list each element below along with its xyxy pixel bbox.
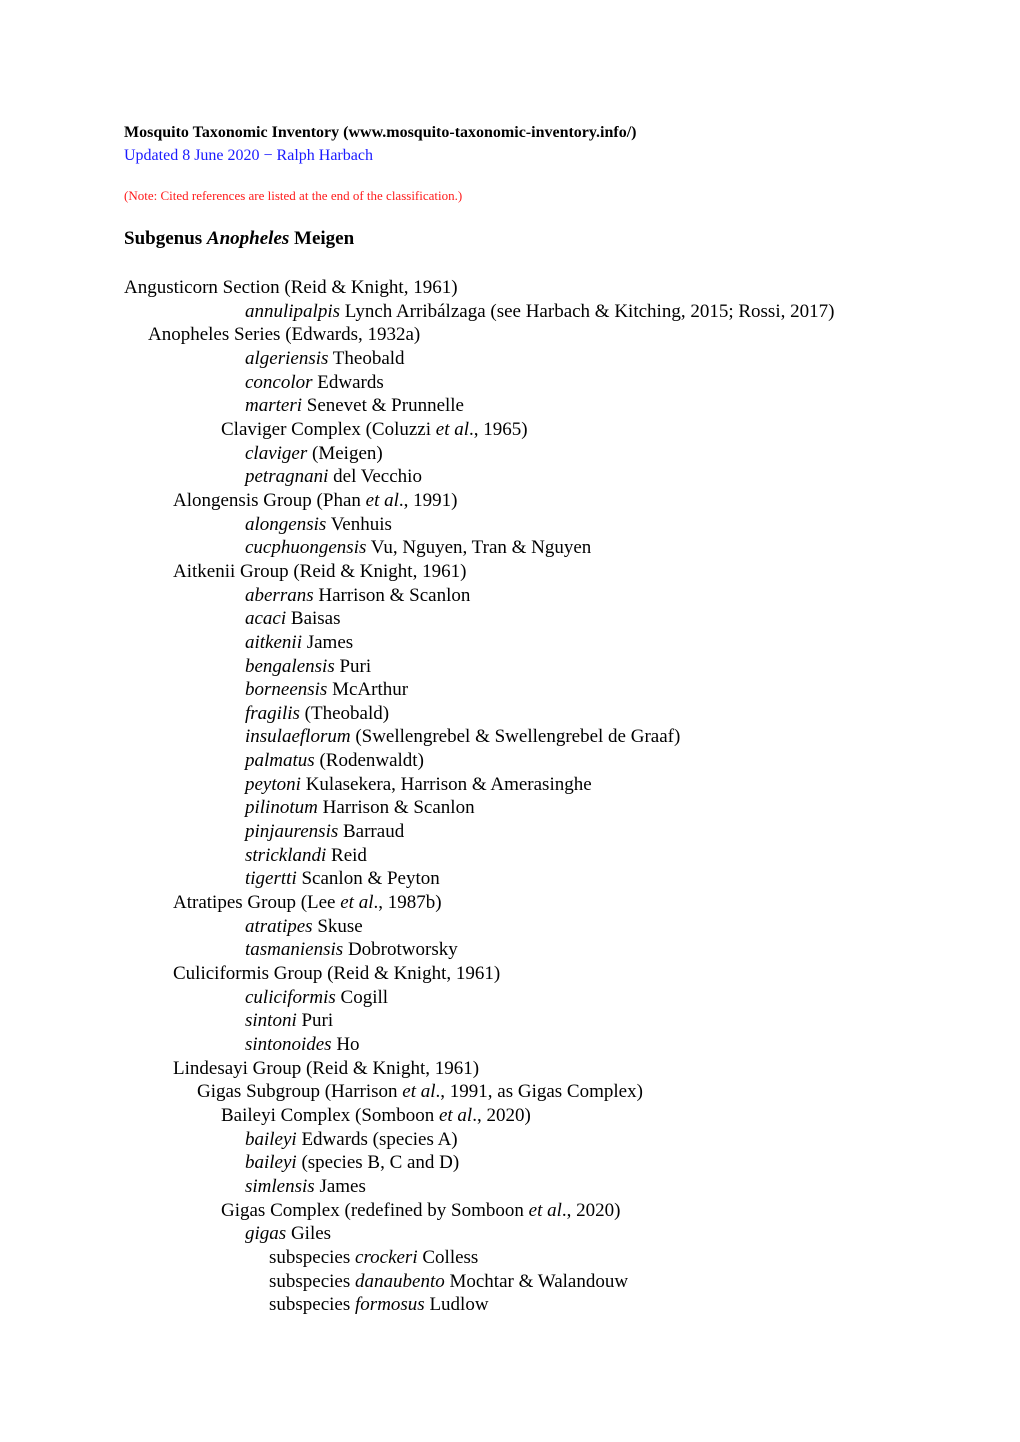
classification-line: [0, 1222, 1020, 1246]
classification-line: [0, 584, 1020, 608]
classification-line: [0, 442, 1020, 466]
classification-line: [0, 678, 1020, 702]
taxon-name-italic: concolor: [245, 371, 313, 393]
classification-line: [0, 1080, 1020, 1104]
classification-line: [0, 560, 1020, 584]
taxon-name-italic: pinjaurensis: [245, 821, 339, 843]
classification-line: [0, 749, 1020, 773]
classification-line: [0, 725, 1020, 749]
taxon-text: Dobrotworsky: [343, 939, 458, 961]
taxon-name-italic: baileyi: [245, 1152, 297, 1174]
taxon-text: James: [314, 1175, 366, 1197]
taxon-text: ., 1991): [398, 489, 458, 511]
classification-line: [0, 844, 1020, 868]
taxon-name-italic: baileyi: [245, 1128, 297, 1150]
classification-line: [0, 702, 1020, 726]
classification-line: [0, 631, 1020, 655]
taxon-text: Puri: [334, 655, 372, 677]
taxon-name-italic: alongensis: [245, 513, 327, 535]
taxon-name-italic: et al: [402, 1081, 436, 1103]
taxon-name-italic: annulipalpis: [245, 300, 341, 322]
classification-line: [0, 1151, 1020, 1175]
taxon-text: Angusticorn Section (Reid & Knight, 1961): [124, 277, 458, 298]
classification-line: [0, 1104, 1020, 1128]
taxon-text: Baileyi Complex (Somboon: [221, 1104, 439, 1126]
taxon-text: Barraud: [338, 821, 405, 843]
classification-line: [0, 394, 1020, 418]
taxon-text: Harrison & Scanlon: [313, 584, 471, 606]
taxon-text: (Meigen): [307, 442, 383, 464]
taxon-name-italic: algeriensis: [245, 347, 329, 369]
taxon-text: Gigas Subgroup (Harrison: [197, 1081, 403, 1103]
taxon-text: Anopheles Series (Edwards, 1932a): [148, 324, 421, 346]
taxon-text: ., 2020): [561, 1199, 621, 1221]
classification-line: [0, 773, 1020, 797]
taxon-text: Vu, Nguyen, Tran & Nguyen: [366, 537, 592, 559]
classification-list: [0, 276, 1020, 1317]
taxon-name-italic: crockeri: [355, 1246, 418, 1268]
taxon-text: Cogill: [335, 986, 389, 1008]
taxon-text: ., 1987b): [373, 892, 442, 914]
taxon-text: Theobald: [328, 347, 405, 369]
taxon-name-italic: atratipes: [245, 915, 313, 937]
taxon-name-italic: et al: [340, 892, 374, 914]
taxon-name-italic: formosus: [355, 1294, 425, 1316]
taxon-text: Scanlon & Peyton: [296, 868, 440, 890]
subgenus-name: Anopheles: [206, 228, 290, 249]
taxon-text: Mochtar & Walandouw: [444, 1270, 629, 1292]
taxon-text: (Swellengrebel & Swellengrebel de Graaf): [350, 726, 681, 748]
classification-line: [0, 1199, 1020, 1223]
taxon-name-italic: peytoni: [245, 773, 301, 795]
taxon-name-italic: et al: [435, 418, 470, 440]
classification-line: [0, 513, 1020, 537]
classification-line: [0, 796, 1020, 820]
taxon-text: Baisas: [286, 608, 341, 630]
classification-line: [0, 938, 1020, 962]
taxon-name-italic: gigas: [245, 1223, 287, 1245]
taxon-text: McArthur: [327, 679, 409, 701]
taxon-name-italic: et al: [365, 489, 399, 511]
taxon-text: James: [301, 631, 354, 653]
classification-line: [0, 891, 1020, 915]
references-note: (Note: Cited references are listed at the end of the classification.): [124, 188, 463, 203]
taxon-name-italic: bengalensis: [245, 655, 335, 677]
taxon-text: Aitkenii Group (Reid & Knight, 1961): [173, 560, 467, 582]
classification-line: [0, 276, 1020, 300]
classification-line: [0, 347, 1020, 371]
taxon-name-italic: sintonoides: [245, 1034, 332, 1055]
taxon-name-italic: stricklandi: [245, 844, 327, 866]
taxon-name-italic: tasmaniensis: [245, 939, 344, 961]
classification-line: [0, 1128, 1020, 1152]
classification-line: [0, 867, 1020, 891]
taxon-text: Skuse: [312, 915, 363, 937]
taxon-text: ., 1965): [469, 418, 528, 440]
taxon-name-italic: et al: [528, 1199, 562, 1221]
document-title: Mosquito Taxonomic Inventory (www.mosquito-taxonomic-inventory.info/): [124, 124, 637, 141]
taxon-text: Claviger Complex (Coluzzi: [221, 418, 436, 440]
taxon-name-italic: marteri: [245, 395, 302, 417]
taxon-text: Lynch Arribálzaga (see Harbach & Kitching, 2015; Rossi, 2017): [340, 300, 835, 322]
taxon-name-italic: cucphuongensis: [245, 537, 367, 559]
subgenus-heading: [124, 228, 354, 250]
classification-line: [0, 1270, 1020, 1294]
taxon-name-italic: fragilis: [245, 702, 300, 724]
subgenus-prefix: Subgenus: [124, 228, 207, 249]
classification-line: [0, 962, 1020, 986]
taxon-text: subspecies: [269, 1246, 356, 1268]
taxon-text: (Theobald): [299, 702, 390, 724]
classification-line: [0, 915, 1020, 939]
taxon-text: Gigas Complex (redefined by Somboon: [221, 1199, 529, 1221]
taxon-name-italic: aberrans: [245, 584, 314, 606]
taxon-name-italic: simlensis: [245, 1175, 315, 1197]
taxon-text: Ho: [331, 1034, 360, 1055]
classification-line: [0, 655, 1020, 679]
classification-line: [0, 300, 1020, 324]
classification-line: [0, 323, 1020, 347]
subgenus-author: Meigen: [289, 228, 355, 249]
classification-line: [0, 1057, 1020, 1081]
taxon-text: Venhuis: [326, 513, 392, 535]
taxon-text: del Vecchio: [328, 466, 422, 488]
classification-line: [0, 536, 1020, 560]
taxon-name-italic: insulaeflorum: [245, 726, 351, 748]
classification-line: [0, 607, 1020, 631]
taxon-text: Colless: [417, 1246, 479, 1268]
taxon-name-italic: et al: [438, 1104, 473, 1126]
taxon-text: Ludlow: [424, 1294, 489, 1316]
taxon-name-italic: tigertti: [245, 868, 297, 890]
taxon-text: Alongensis Group (Phan: [173, 489, 366, 511]
taxon-text: subspecies: [269, 1270, 356, 1292]
taxon-text: subspecies: [269, 1294, 356, 1316]
taxon-text: Atratipes Group (Lee: [173, 892, 341, 914]
taxon-text: Reid: [326, 844, 367, 866]
classification-line: [0, 1175, 1020, 1199]
taxon-text: Giles: [286, 1223, 332, 1245]
taxon-text: Harrison & Scanlon: [317, 797, 475, 819]
classification-line: [0, 465, 1020, 489]
taxon-name-italic: palmatus: [245, 750, 315, 772]
classification-line: [0, 1009, 1020, 1033]
taxon-text: Kulasekera, Harrison & Amerasinghe: [300, 773, 592, 795]
classification-line: [0, 1246, 1020, 1270]
taxon-name-italic: sintoni: [245, 1010, 297, 1032]
taxon-text: Culiciformis Group (Reid & Knight, 1961): [173, 963, 501, 985]
classification-line: [0, 1293, 1020, 1317]
classification-line: [0, 986, 1020, 1010]
taxon-name-italic: danaubento: [355, 1270, 445, 1292]
update-line: Updated 8 June 2020 − Ralph Harbach: [124, 147, 373, 164]
taxon-name-italic: pilinotum: [245, 797, 318, 819]
taxon-text: Edwards (species A): [296, 1128, 458, 1150]
classification-line: [0, 489, 1020, 513]
taxon-text: ., 2020): [472, 1104, 531, 1126]
taxon-text: Lindesayi Group (Reid & Knight, 1961): [173, 1057, 480, 1079]
taxon-text: Senevet & Prunnelle: [302, 395, 464, 417]
taxon-name-italic: culiciformis: [245, 986, 336, 1008]
taxon-text: Edwards: [312, 371, 384, 393]
classification-line: [0, 1033, 1020, 1057]
taxon-name-italic: acaci: [245, 608, 287, 630]
taxon-text: (species B, C and D): [296, 1152, 460, 1174]
taxon-name-italic: aitkenii: [245, 631, 302, 653]
classification-line: [0, 371, 1020, 395]
classification-line: [0, 418, 1020, 442]
taxon-name-italic: claviger: [245, 442, 308, 464]
taxon-text: (Rodenwaldt): [314, 750, 424, 772]
taxon-text: Puri: [296, 1010, 334, 1032]
taxon-name-italic: borneensis: [245, 679, 328, 701]
taxon-text: ., 1991, as Gigas Complex): [435, 1081, 643, 1103]
taxon-name-italic: petragnani: [245, 466, 329, 488]
classification-line: [0, 820, 1020, 844]
